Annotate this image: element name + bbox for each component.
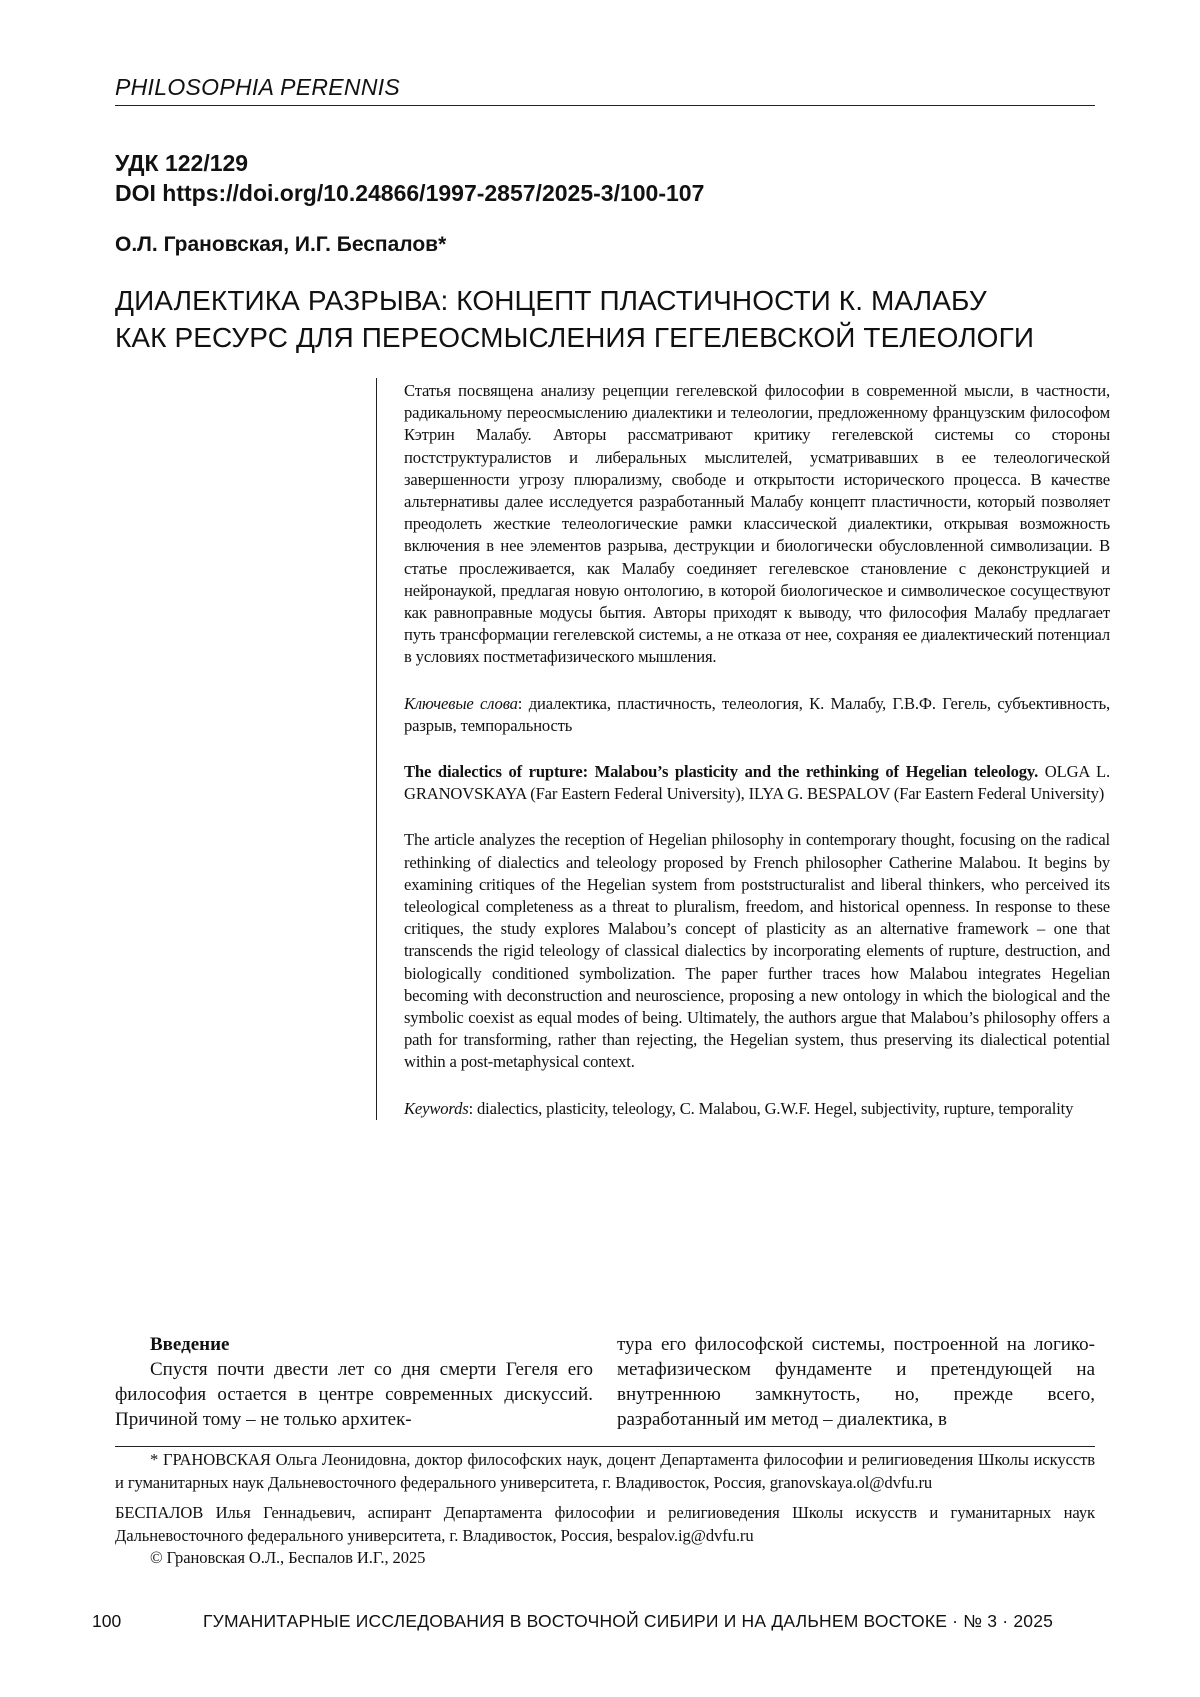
english-heading (404, 761, 1110, 805)
footnote-author-1: * ГРАНОВСКАЯ Ольга Леонидовна, доктор философских наук, доцент Департамента философии и религиоведения Школы искусств и гуманитарных наук Дальневосточного федерального университета, г. Владивосток, Россия, granovskaya.ol@dvfu.ru (115, 1450, 1095, 1492)
authors: О.Л. Грановская, И.Г. Беспалов* (115, 233, 447, 256)
body-column-left (115, 1332, 593, 1432)
english-title: The dialectics of rupture: Malabou’s plasticity and the rethinking of Hegelian teleology. (404, 762, 1039, 782)
footnote-divider (115, 1446, 1095, 1447)
body-column-right (617, 1332, 1095, 1432)
abstract-en: The article analyzes the reception of Hegelian philosophy in contemporary thought, focusing on the radical rethinking of dialectics and teleology proposed by French philosopher Catherine Malabou. It begins by examining critiques of the Hegelian system from poststructuralist and liberal thinkers, who perceived its teleological completeness as a threat to pluralism, freedom, and historical openness. In response to these critiques, the study explores Malabou’s concept of plasticity as an alternative framework – one that transcends the rigid teleology of classical dialectics by incorporating elements of rupture, destruction, and biologically conditioned symbolization. The paper further traces how Malabou integrates Hegelian becoming with deconstruction and neuroscience, proposing a new ontology in which the biological and the symbolic coexist as equal modes of being. Ultimately, the authors argue that Malabou’s philosophy offers a path for transforming, rather than rejecting, the Hegelian system, thus preserving its dialectical potential within a post-metaphysical context. (404, 830, 1110, 1072)
section-heading: Введение (150, 1334, 230, 1355)
keywords-ru (404, 693, 1110, 737)
doi-link[interactable]: DOI https://doi.org/10.24866/1997-2857/2025-3/100-107 (115, 180, 705, 206)
english-authors: OLGA L. GRANOVSKAYA (Far Eastern Federal University), ILYA G. BESPALOV (Far Eastern Federal University) (404, 762, 1110, 804)
udc-code: УДК 122/129 (115, 150, 249, 176)
article-title (115, 282, 1115, 356)
footnote-author-2: БЕСПАЛОВ Илья Геннадьевич, аспирант Департамента философии и религиоведения Школы искусств и гуманитарных наук Дальневосточного федерального университета, г. Владивосток, Россия, bespalov.ig@dvfu.ru (115, 1503, 1095, 1545)
footnotes (115, 1449, 1095, 1570)
body-columns (115, 1332, 1095, 1432)
running-head: PHILOSOPHIA PERENNIS (115, 74, 1095, 106)
title-line: ДИАЛЕКТИКА РАЗРЫВА: КОНЦЕПТ ПЛАСТИЧНОСТИ К. МАЛАБУ (115, 285, 987, 316)
keywords-en-list: : dialectics, plasticity, teleology, C. Malabou, G.W.F. Hegel, subjectivity, rupture, temporality (468, 1098, 1074, 1118)
keywords-en (404, 1098, 1110, 1120)
page-number: 100 (92, 1611, 122, 1631)
abstract-ru: Статья посвящена анализу рецепции гегелевской философии в современной мысли, в частности, радикальному переосмыслению диалектики и телеологии, предложенному французским философом Кэтрин Малабу. Авторы рассматривают критику гегелевской системы со стороны постструктуралистов и либеральных мыслителей, усматривавших в ее телеологической завершенности угрозу плюрализму, свободе и открытости исторического процесса. В качестве альтернативы далее исследуется разработанный Малабу концепт пластичности, который позволяет преодолеть жесткие телеологические рамки классической диалектики, открывая возможность включения в нее элементов разрыва, деструкции и биологически обусловленной символизации. В статье прослеживается, как Малабу соединяет гегелевское становление с деконструкцией и нейронаукой, предлагая новую онтологию, в которой биологическое и символическое сосуществуют как равноправные модусы бытия. Авторы приходят к выводу, что философия Малабу предлагает путь трансформации гегелевской системы, а не отказа от нее, сохраняя ее диалектический потенциал в условиях постметафизического мышления. (404, 381, 1110, 667)
title-line: КАК РЕСУРС ДЛЯ ПЕРЕОСМЫСЛЕНИЯ ГЕГЕЛЕВСКОЙ ТЕЛЕОЛОГИ (115, 322, 1035, 353)
journal-name: ГУМАНИТАРНЫЕ ИССЛЕДОВАНИЯ В ВОСТОЧНОЙ СИБИРИ И НА ДАЛЬНЕМ ВОСТОКЕ · № 3 · 2025 (203, 1611, 1054, 1631)
keywords-en-label: Keywords (404, 1098, 469, 1118)
copyright-line: © Грановская О.Л., Беспалов И.Г., 2025 (150, 1548, 426, 1567)
body-paragraph: Спустя почти двести лет со дня смерти Гегеля его философия остается в центре современных дискуссий. Причиной тому – не только архитек- (115, 1359, 593, 1430)
body-paragraph: тура его философской системы, построенной на логико-метафизическом фундаменте и претендующей на внутреннюю замкнутость, но, прежде всего, разработанный им метод – диалектика, в (617, 1334, 1095, 1430)
keywords-ru-list: : диалектика, пластичность, телеология, К. Малабу, Г.В.Ф. Гегель, субъективность, разрыв, темпоральность (404, 693, 1111, 735)
keywords-ru-label: Ключевые слова (404, 693, 518, 713)
abstract-block (376, 378, 1110, 1120)
